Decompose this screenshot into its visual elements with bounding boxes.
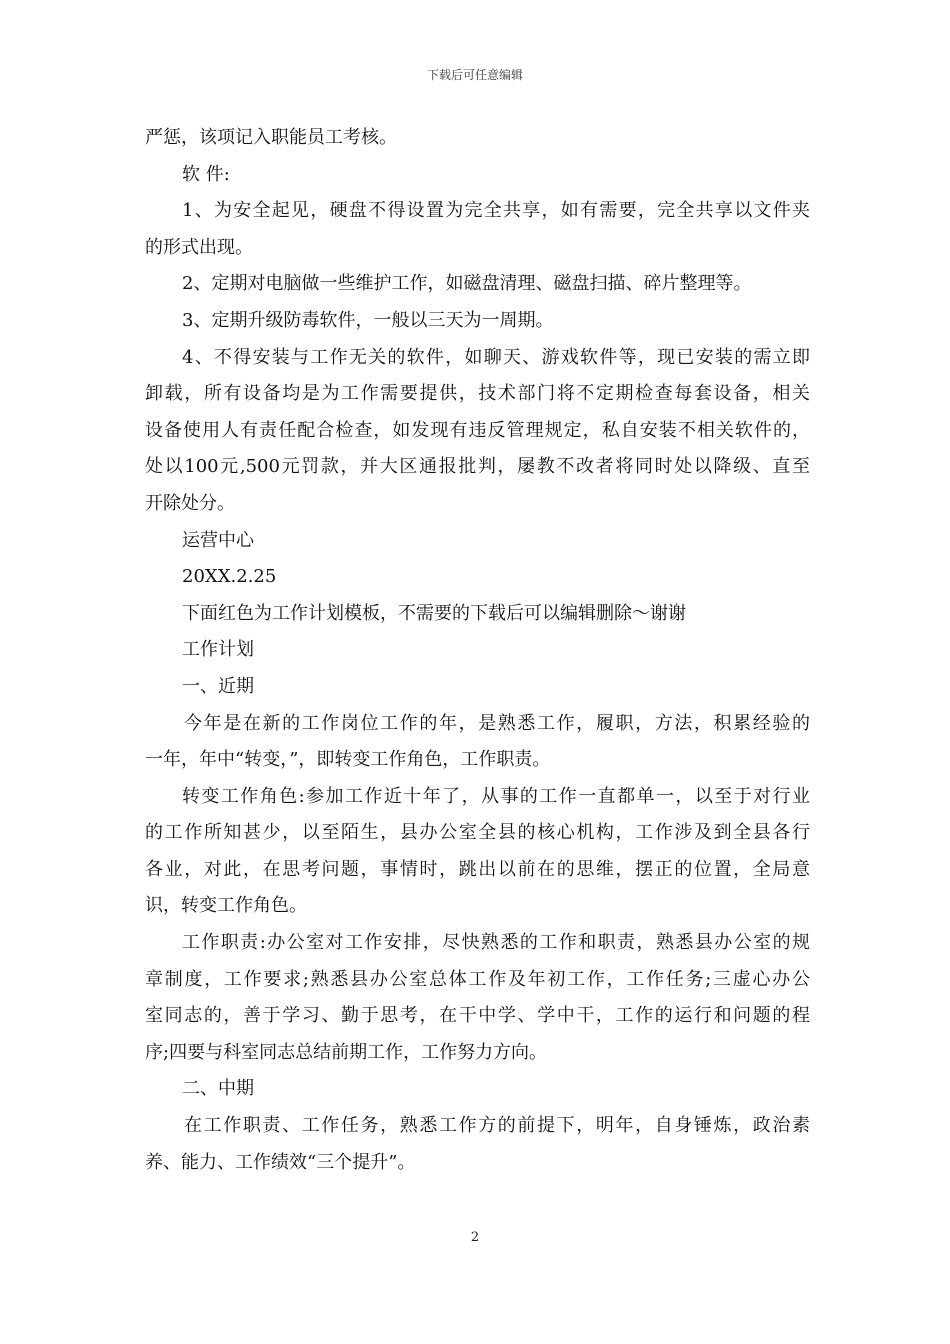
paragraph-line: 的形式出现。 — [145, 236, 253, 258]
paragraph-line: 3、定期升级防毒软件，一般以三天为一周期。 — [182, 309, 554, 331]
page-header: 下载后可任意编辑 — [426, 68, 523, 82]
paragraph-line: 各业，对此，在思考问题，事情时，跳出以前在的思维，摆正的位置，全局意 — [145, 858, 810, 880]
paragraph-line: 设备使用人有责任配合检查，如发现有违反管理规定，私自安装不相关软件的， — [145, 419, 810, 441]
paragraph-line: 开除处分。 — [145, 492, 235, 514]
document-body — [145, 120, 810, 1181]
paragraph-line: 室同志的，善于学习、勤于思考，在干中学、学中干，工作的运行和问题的程 — [145, 1005, 810, 1027]
signature-date: 20XX.2.25 — [182, 566, 277, 588]
paragraph-line: 工作职责:办公室对工作安排，尽快熟悉的工作和职责，熟悉县办公室的规 — [182, 932, 810, 954]
paragraph-line: 识，转变工作角色。 — [145, 895, 307, 917]
paragraph-line: 严惩，该项记入职能员工考核。 — [145, 127, 397, 148]
paragraph-line: 卸载，所有设备均是为工作需要提供，技术部门将不定期检查每套设备，相关 — [145, 383, 810, 405]
paragraph-line: 处以100元,500元罚款，并大区通报批判，屡教不改者将同时处以降级、直至 — [145, 456, 810, 478]
section-heading-near-term: 一、近期 — [182, 675, 254, 697]
paragraph-line: 养、能力、工作绩效“三个提升”。 — [145, 1151, 416, 1173]
page-number: 2 — [470, 1230, 480, 1245]
paragraph-line: 章制度，工作要求;熟悉县办公室总体工作及年初工作，工作任务;三虚心办公 — [145, 968, 810, 990]
template-note: 下面红色为工作计划模板，不需要的下载后可以编辑删除～谢谢 — [182, 602, 686, 624]
section-title-work-plan: 工作计划 — [182, 639, 254, 661]
section-heading-mid-term: 二、中期 — [182, 1078, 254, 1100]
paragraph-line: 一年，年中“转变，”，即转变工作角色，工作职责。 — [145, 749, 551, 771]
paragraph-line: 序;四要与科室同志总结前期工作，工作努力方向。 — [145, 1041, 548, 1063]
paragraph-line: 4、不得安装与工作无关的软件，如聊天、游戏软件等，现已安装的需立即 — [182, 346, 810, 368]
section-heading-software: 软 件: — [182, 163, 230, 185]
paragraph-line: 2、定期对电脑做一些维护工作，如磁盘清理、磁盘扫描、碎片整理等。 — [182, 273, 752, 295]
paragraph-line: 在工作职责、工作任务，熟悉工作方的前提下，明年，自身锤炼，政治素 — [184, 1115, 810, 1137]
paragraph-line: 今年是在新的工作岗位工作的年，是熟悉工作，履职，方法，积累经验的 — [184, 712, 810, 734]
paragraph-line: 的工作所知甚少，以至陌生，县办公室全县的核心机构，工作涉及到全县各行 — [145, 822, 810, 844]
paragraph-line: 1、为安全起见，硬盘不得设置为完全共享，如有需要，完全共享以文件夹 — [182, 200, 810, 222]
paragraph-line: 转变工作角色:参加工作近十年了，从事的工作一直都单一，以至于对行业 — [182, 785, 810, 807]
signature-org: 运营中心 — [182, 529, 254, 551]
